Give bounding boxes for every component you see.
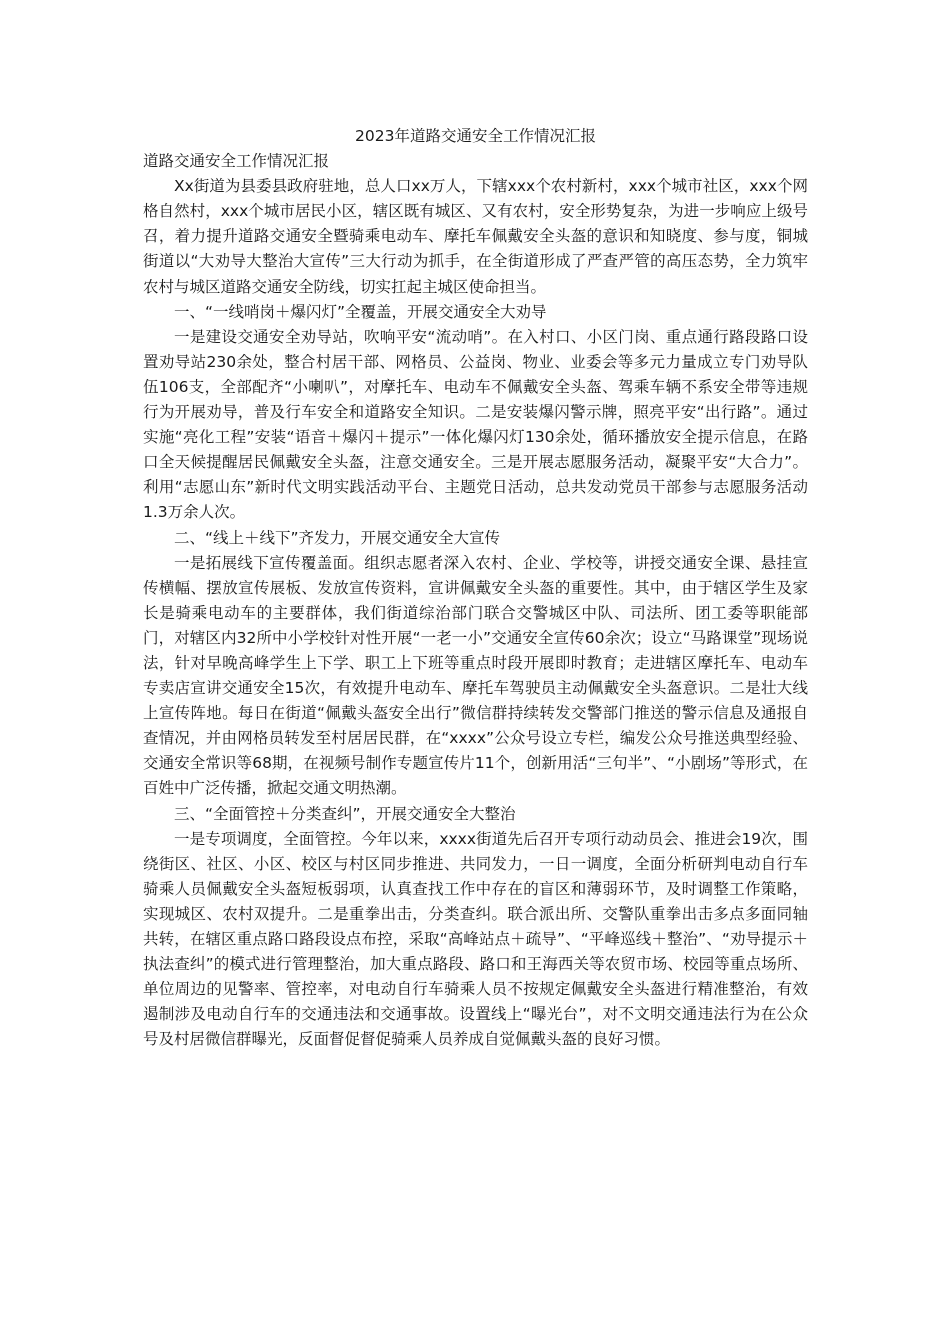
intro-paragraph: Xx街道为县委县政府驻地，总人口xx万人，下辖xxx个农村新村，xxx个城市社区，xxx个网格自然村，xxx个城市居民小区，辖区既有城区、又有农村，安全形势复杂，为进一步响应上级号召，着力提升道路交通安全暨骑乘电动车、摩托车佩戴安全头盔的意识和知晓度、参与度，铜城街道以“大劝导大整治大宣传”三大行动为抓手，在全街道形成了严查严管的高压态势，全力筑牢农村与城区道路交通安全防线，切实扛起主城区使命担当。	[143, 177, 808, 296]
document-title: 2023年道路交通安全工作情况汇报	[355, 127, 596, 145]
section-3-body: 一是专项调度，全面管控。今年以来，xxxx街道先后召开专项行动动员会、推进会19次，围绕街区、社区、小区、校区与村区同步推进、共同发力，一日一调度，全面分析研判电动自行车骑乘人员佩戴安全头盔短板弱项，认真查找工作中存在的盲区和薄弱环节，及时调整工作策略，实现城区、农村双提升。二是重拳出击，分类查纠。联合派出所、交警队重拳出击多点多面同轴共转，在辖区重点路口路段设点布控，采取“高峰站点＋疏导”、“平峰巡线＋整治”、“劝导提示＋执法查纠”的模式进行管理整治，加大重点路段、路口和王海西关等农贸市场、校园等重点场所、单位周边的见警率、管控率，对电动自行车骑乘人员不按规定佩戴安全头盔进行精准整治，有效遏制涉及电动自行车的交通违法和交通事故。设置线上“曝光台”，对不文明交通违法行为在公众号及村居微信群曝光，反面督促督促骑乘人员养成自觉佩戴头盔的良好习惯。	[143, 829, 808, 1049]
document-subtitle: 道路交通安全工作情况汇报	[143, 152, 330, 171]
document-body	[143, 124, 808, 1052]
section-2-body: 一是拓展线下宣传覆盖面。组织志愿者深入农村、企业、学校等，讲授交通安全课、悬挂宣传横幅、摆放宣传展板、发放宣传资料，宣讲佩戴安全头盔的重要性。其中，由于辖区学生及家长是骑乘电动车的主要群体，我们街道综治部门联合交警城区中队、司法所、团工委等职能部门，对辖区内32所中小学校针对性开展“一老一小”交通安全宣传60余次；设立“马路课堂”现场说法，针对早晚高峰学生上下学、职工上下班等重点时段开展即时教育；走进辖区摩托车、电动车专卖店宣讲交通安全15次，有效提升电动车、摩托车驾驶员主动佩戴安全头盔意识。二是壮大线上宣传阵地。每日在街道“佩戴头盔安全出行”微信群持续转发交警部门推送的警示信息及通报自查情况，并由网格员转发至村居居民群，在“xxxx”公众号设立专栏，编发公众号推送典型经验、交通安全常识等68期，在视频号制作专题宣传片11个，创新用活“三句半”、“小剧场”等形式，在百姓中广泛传播，掀起交通文明热潮。	[143, 553, 808, 798]
section-1-body: 一是建设交通安全劝导站，吹响平安“流动哨”。在入村口、小区门岗、重点通行路段路口设置劝导站230余处，整合村居干部、网格员、公益岗、物业、业委会等多元力量成立专门劝导队伍106支，全部配齐“小喇叭”，对摩托车、电动车不佩戴安全头盔、驾乘车辆不系安全带等违规行为开展劝导，普及行车安全和道路安全知识。二是安装爆闪警示牌，照亮平安“出行路”。通过实施“亮化工程”安装“语音＋爆闪＋提示”一体化爆闪灯130余处，循环播放安全提示信息，在路口全天候提醒居民佩戴安全头盔，注意交通安全。三是开展志愿服务活动，凝聚平安“大合力”。利用“志愿山东”新时代文明实践活动平台、主题党日活动，总共发动党员干部参与志愿服务活动1.3万余人次。	[143, 327, 808, 522]
section-1-heading: 一、“一线哨岗＋爆闪灯”全覆盖，开展交通安全大劝导	[174, 302, 547, 321]
section-2-heading: 二、“线上＋线下”齐发力，开展交通安全大宣传	[174, 528, 501, 547]
section-3-heading: 三、“全面管控＋分类查纠”，开展交通安全大整治	[174, 804, 516, 823]
